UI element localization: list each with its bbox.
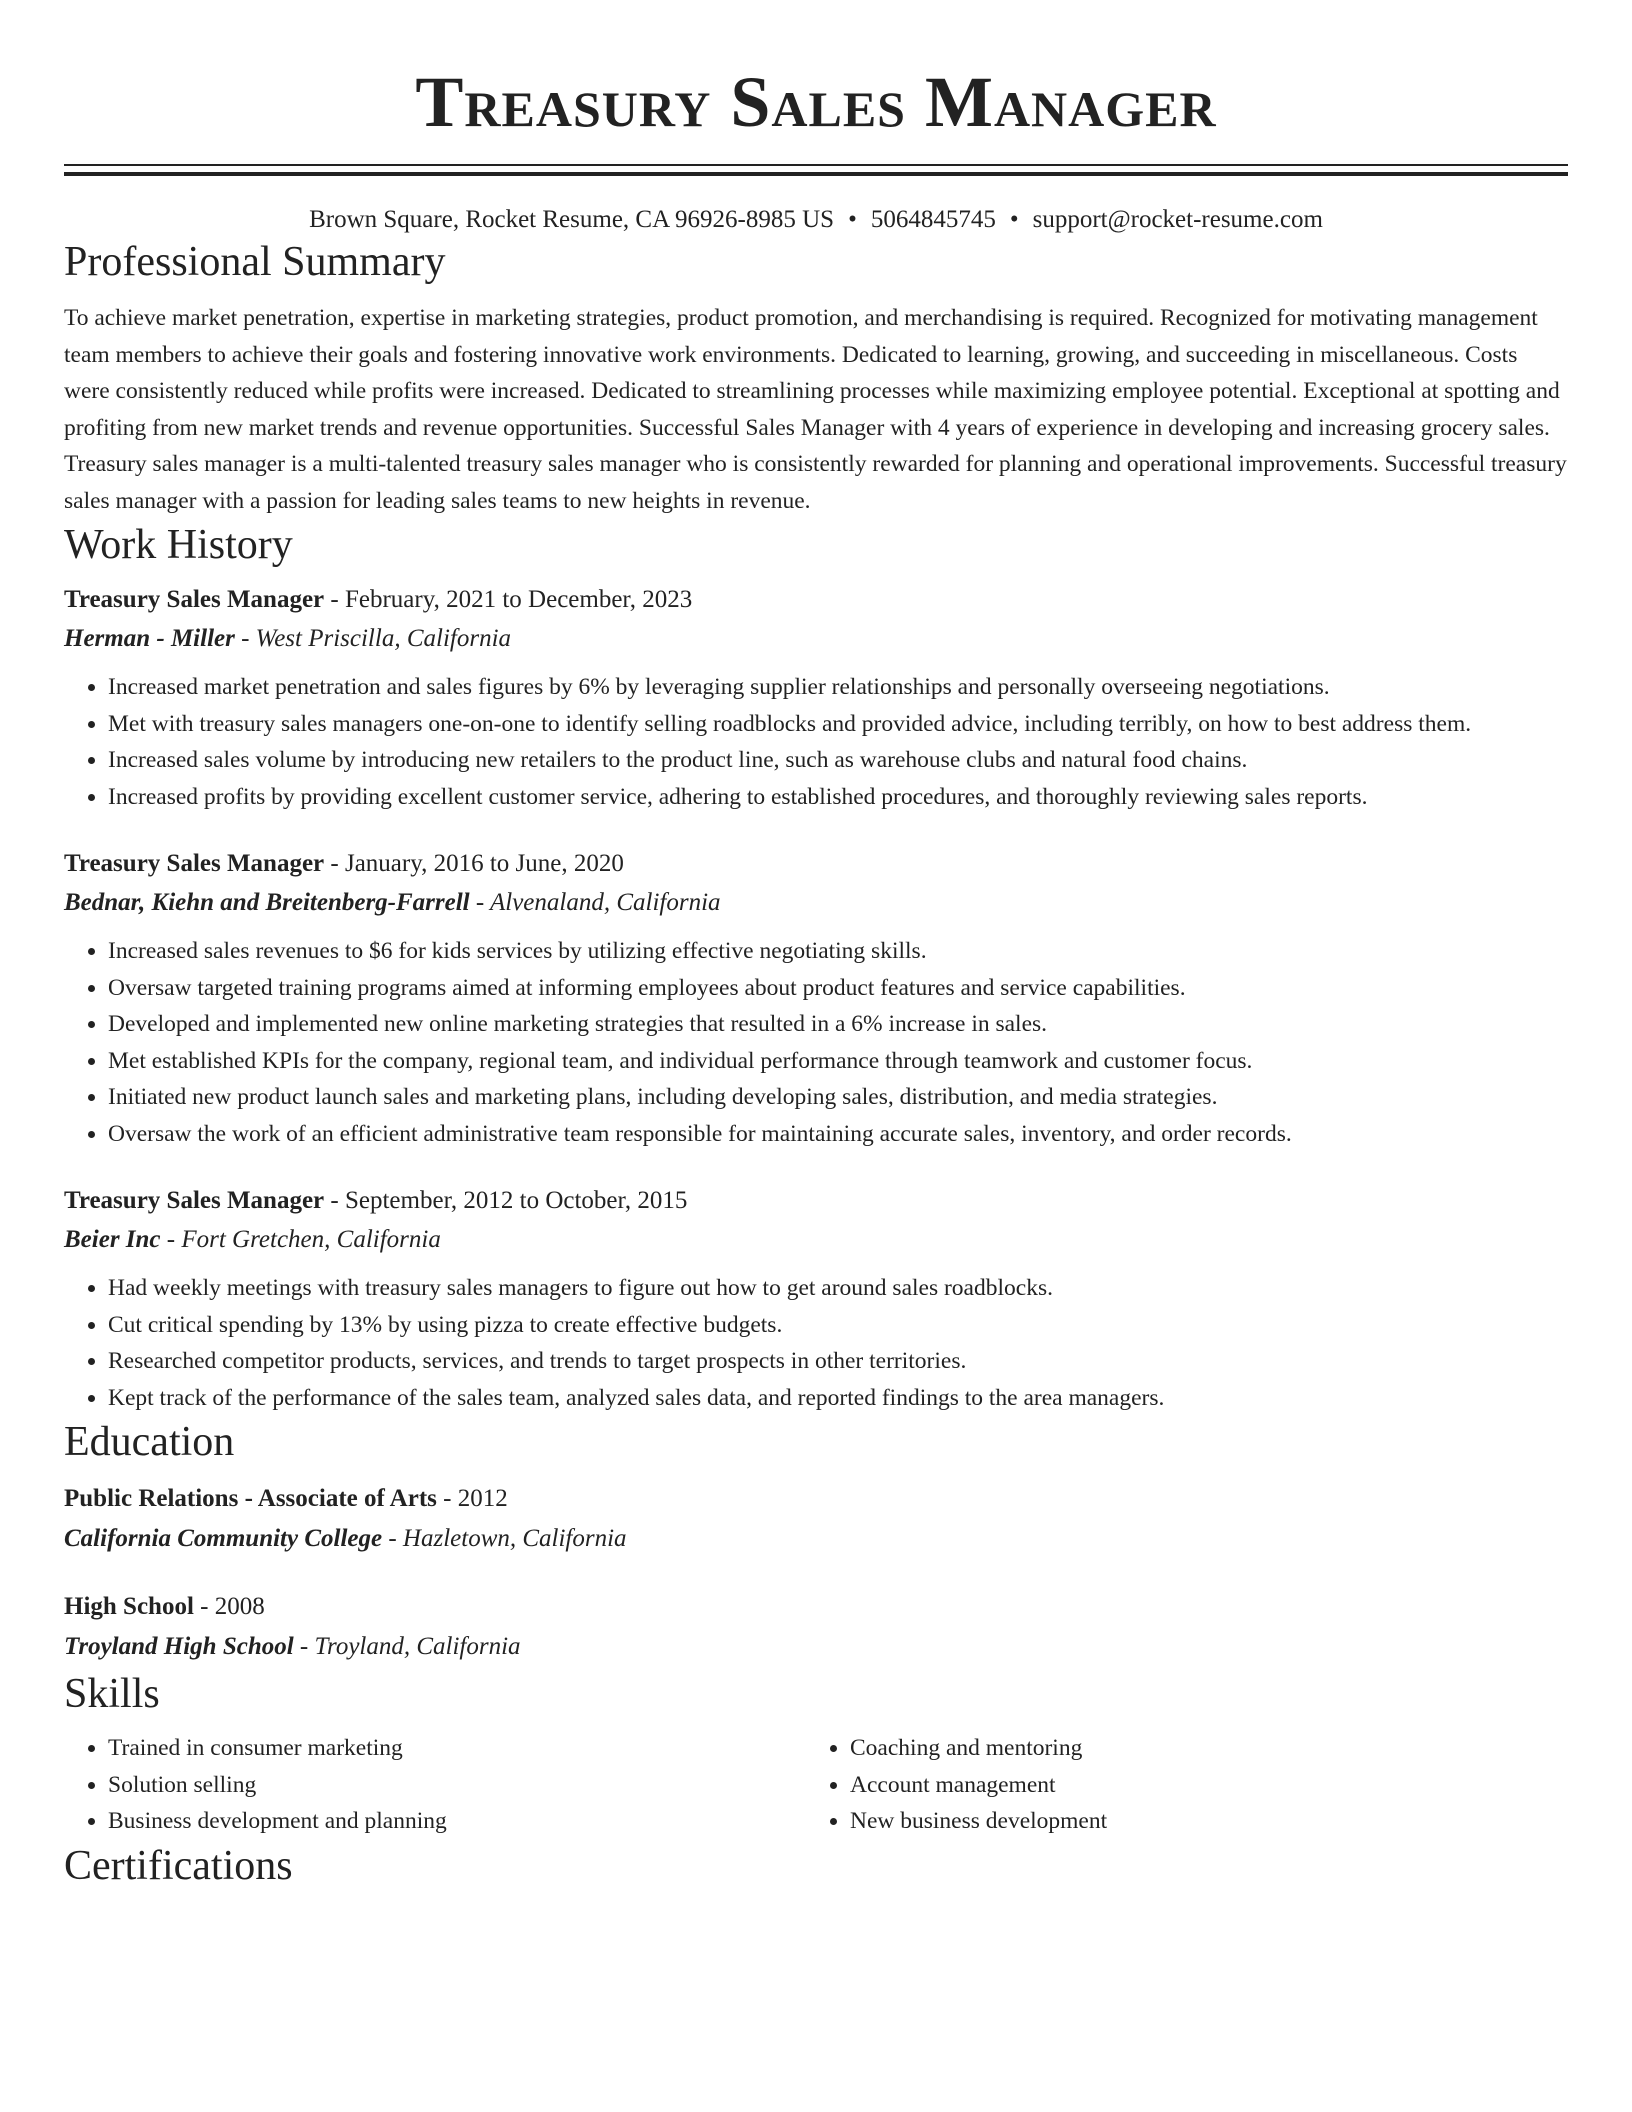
job-dates: - September, 2012 to October, 2015 (324, 1187, 688, 1214)
skill-item: • Account management (850, 1767, 1548, 1804)
list-item: • Met with treasury sales managers one-on-one to identify selling roadblocks and provided advice, including terribly, on how to best address them. (108, 706, 1568, 743)
resume-page (64, 0, 1568, 1892)
list-item: • Increased market penetration and sales figures by 6% by leveraging supplier relationships and personally overseeing negotiations. (108, 669, 1568, 706)
contact-separator: • (848, 206, 857, 233)
contact-address: Brown Square, Rocket Resume, CA 96926-8985 US (309, 206, 835, 233)
contact-phone: 5064845745 (870, 206, 996, 233)
job-header (64, 1182, 1568, 1220)
education-entry (64, 1480, 1568, 1560)
list-item: • Developed and implemented new online marketing strategies that resulted in a 6% increase in sales. (108, 1006, 1568, 1043)
job-dates: - January, 2016 to June, 2020 (324, 850, 624, 877)
skill-item: • Solution selling (108, 1767, 806, 1804)
job-dates: - February, 2021 to December, 2023 (324, 586, 693, 613)
job-bullets (64, 1270, 1568, 1416)
job-header (64, 845, 1568, 883)
education-header (64, 1588, 1568, 1626)
header-divider-thin (64, 164, 1568, 166)
job-title: Treasury Sales Manager (64, 1187, 325, 1214)
list-item: • Oversaw targeted training programs aimed at informing employees about product features and service capabilities. (108, 970, 1568, 1007)
list-item: • Researched competitor products, services, and trends to target prospects in other territories. (108, 1343, 1568, 1380)
education-school: Troyland High School (64, 1633, 294, 1660)
education-school-line (64, 1518, 1568, 1560)
job-entry (64, 581, 1568, 815)
job-location: - Fort Gretchen, California (160, 1226, 441, 1253)
list-item: • Had weekly meetings with treasury sales managers to figure out how to get around sales roadblocks. (108, 1270, 1568, 1307)
skills-list (64, 1730, 806, 1840)
list-item: • Increased sales volume by introducing new retailers to the product line, such as warehouse clubs and natural food chains. (108, 742, 1568, 779)
job-company: Beier Inc (64, 1226, 161, 1253)
job-bullets (64, 669, 1568, 815)
skill-item: • Coaching and mentoring (850, 1730, 1548, 1767)
list-item: • Increased sales revenues to $6 for kids services by utilizing effective negotiating skills. (108, 933, 1568, 970)
list-item: • Oversaw the work of an efficient administrative team responsible for maintaining accurate sales, inventory, and order records. (108, 1116, 1568, 1153)
job-company-line (64, 883, 1568, 923)
education-degree: Public Relations - Associate of Arts (64, 1485, 437, 1512)
job-location: - Alvenaland, California (469, 889, 721, 916)
education-degree: High School (64, 1593, 194, 1620)
list-item: • Initiated new product launch sales and marketing plans, including developing sales, distribution, and media strategies. (108, 1079, 1568, 1116)
job-company-line (64, 1220, 1568, 1260)
skills-column-left (64, 1730, 806, 1840)
resume-name: Treasury Sales Manager (415, 62, 1217, 142)
job-company: Bednar, Kiehn and Breitenberg-Farrell (64, 889, 470, 916)
education-entry (64, 1588, 1568, 1668)
education-heading: Education (64, 1419, 235, 1465)
job-title: Treasury Sales Manager (64, 850, 325, 877)
education-location: - Hazletown, California (382, 1525, 627, 1552)
job-entry (64, 845, 1568, 1152)
education-year: - 2012 (436, 1485, 508, 1512)
skills-grid (64, 1730, 1568, 1840)
summary-text: To achieve market penetration, expertise in marketing strategies, product promotion, and merchandising is required. Recognized for motivating management team members to achieve their goals and fostering innovative work environments. Dedicated to learning, growing, and succeeding in miscellaneous. Costs were consistently reduced while profits were increased. Dedicated to streamlining processes while maximizing employee potential. Exceptional at spotting and profiting from new market trends and revenue opportunities. Successful Sales Manager with 4 years of experience in developing and increasing grocery sales. Treasury sales manager is a multi-talented treasury sales manager who is consistently rewarded for planning and operational improvements. Successful treasury sales manager with a passion for leading sales teams to new heights in revenue. (64, 305, 1567, 514)
education-school: California Community College (64, 1525, 383, 1552)
contact-separator: • (1009, 206, 1019, 233)
skills-heading: Skills (64, 1671, 160, 1717)
list-item: • Met established KPIs for the company, regional team, and individual performance through teamwork and customer focus. (108, 1043, 1568, 1080)
skill-item: • Business development and planning (108, 1803, 806, 1840)
education-year: - 2008 (193, 1593, 265, 1620)
contact-line (64, 204, 1568, 236)
list-item: • Cut critical spending by 13% by using pizza to create effective budgets. (108, 1307, 1568, 1344)
summary-heading: Professional Summary (64, 239, 446, 285)
list-item: • Kept track of the performance of the sales team, analyzed sales data, and reported findings to the area managers. (108, 1380, 1568, 1417)
job-company-line (64, 619, 1568, 659)
skill-item: • Trained in consumer marketing (108, 1730, 806, 1767)
job-location: - West Priscilla, California (234, 625, 512, 652)
job-title: Treasury Sales Manager (64, 586, 325, 613)
skills-list (806, 1730, 1548, 1840)
job-header (64, 581, 1568, 619)
list-item: • Increased profits by providing excellent customer service, adhering to established procedures, and thoroughly reviewing sales reports. (108, 779, 1568, 816)
contact-email: support@rocket-resume.com (1032, 206, 1323, 233)
education-school-line (64, 1626, 1568, 1668)
education-location: - Troyland, California (293, 1633, 521, 1660)
education-header (64, 1480, 1568, 1518)
job-entry (64, 1182, 1568, 1416)
job-company: Herman - Miller (64, 625, 235, 652)
skill-item: • New business development (850, 1803, 1548, 1840)
certifications-heading: Certifications (64, 1842, 293, 1889)
work-history-heading: Work History (64, 522, 293, 568)
job-bullets (64, 933, 1568, 1152)
header-divider-thick (64, 172, 1568, 176)
skills-column-right (806, 1730, 1548, 1840)
